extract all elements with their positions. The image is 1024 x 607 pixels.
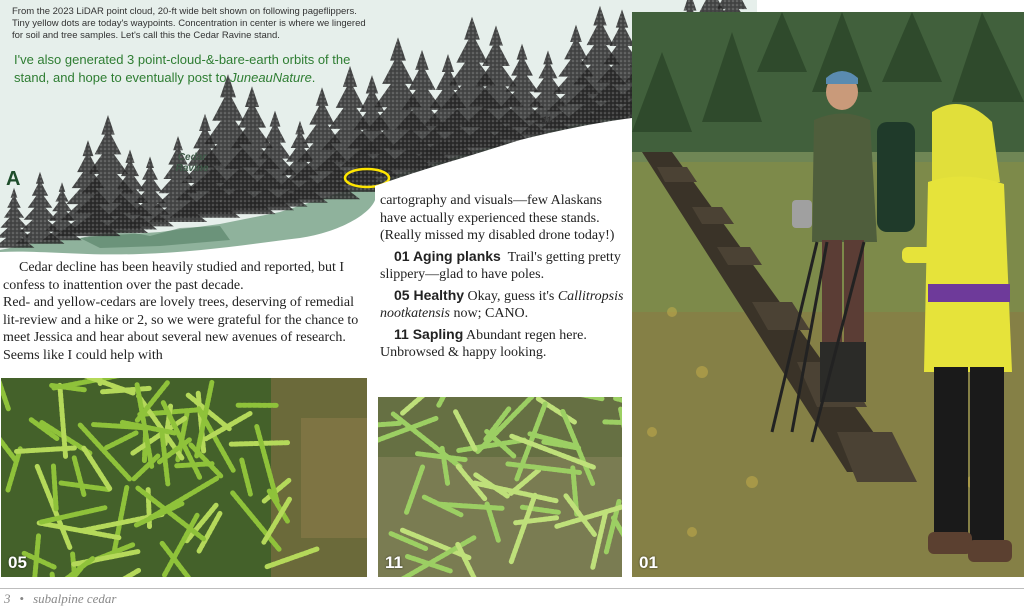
species-name: Callitropsis nootkatensis (380, 288, 624, 321)
entry-text: Trail's getting pretty slippery—glad to have poles. (380, 249, 621, 282)
cedar-ravine-label-line: Cedar (177, 152, 207, 163)
juneau-nature-link[interactable]: JuneauNature (230, 70, 312, 85)
entry-title: 01 Aging planks (394, 247, 501, 264)
cedar-foliage-image (1, 378, 367, 577)
photo-number: 11 (385, 553, 403, 572)
article-column-1 (3, 259, 370, 364)
cedar-ravine-label-line: Ravine (175, 163, 209, 174)
paragraph: Cedar decline has been heavily studied and reported, but I confess to inattention over the past decade. (3, 260, 344, 293)
paragraph: cartography and visuals—few Alaskans have actually experienced these stands. (Really missed my disabled drone today!) (380, 193, 615, 243)
photo-number: 05 (8, 553, 27, 572)
lidar-caption-line: Tiny yellow dots are today's waypoints. Concentration in center is where we lingered (12, 18, 366, 29)
entry-05 (380, 287, 624, 323)
footer-rule (0, 588, 1024, 589)
orbit-note-period: . (311, 70, 316, 85)
photo-11-sapling (378, 397, 622, 577)
photo-number: 01 (639, 553, 658, 572)
foliage-spray (53, 465, 56, 509)
hikers-image (632, 12, 1024, 577)
entry-title: 11 Sapling (394, 325, 464, 342)
foliage-spray (98, 378, 100, 383)
entry-11 (380, 326, 624, 362)
entry-text: Okay, guess it's (467, 288, 555, 304)
paragraph: Red- and yellow-cedars are lovely trees, deserving of remedial lit-review and a hike or 2, so we were grateful for the chance to meet Jessica and hear about several new avenues of research. Seems like I could help with (3, 295, 359, 363)
footer-bullet: • (19, 591, 25, 606)
waypoint-11-label: 11 (542, 115, 552, 125)
page-number: 3 (4, 591, 11, 606)
lidar-caption-line: for soil and tree samples. Let's call this the Cedar Ravine stand. (12, 30, 280, 41)
lidar-caption-line: From the 2023 LiDAR point cloud, 20-ft wide belt shown on following pageflippers. (12, 6, 357, 17)
page-footer (4, 591, 116, 607)
photo-01-hikers (632, 12, 1024, 577)
foliage-spray (378, 423, 400, 426)
entry-text: now; CANO. (453, 306, 529, 321)
entry-title: 05 Healthy (394, 286, 465, 303)
section-name: subalpine cedar (33, 591, 117, 606)
endpoint-a-label: A (6, 168, 21, 190)
sapling-image (378, 397, 622, 577)
article-column-2 (380, 192, 624, 362)
entry-text: Abundant regen here. Unbrowsed & happy looking. (380, 327, 587, 360)
orbit-note-text: I've also generated 3 point-cloud-&-bare-earth orbits of the stand, and hope to eventually post to (14, 52, 351, 85)
entry-01 (380, 248, 624, 284)
photo-05-cedar-foliage (1, 378, 367, 577)
foliage-spray (605, 422, 622, 425)
